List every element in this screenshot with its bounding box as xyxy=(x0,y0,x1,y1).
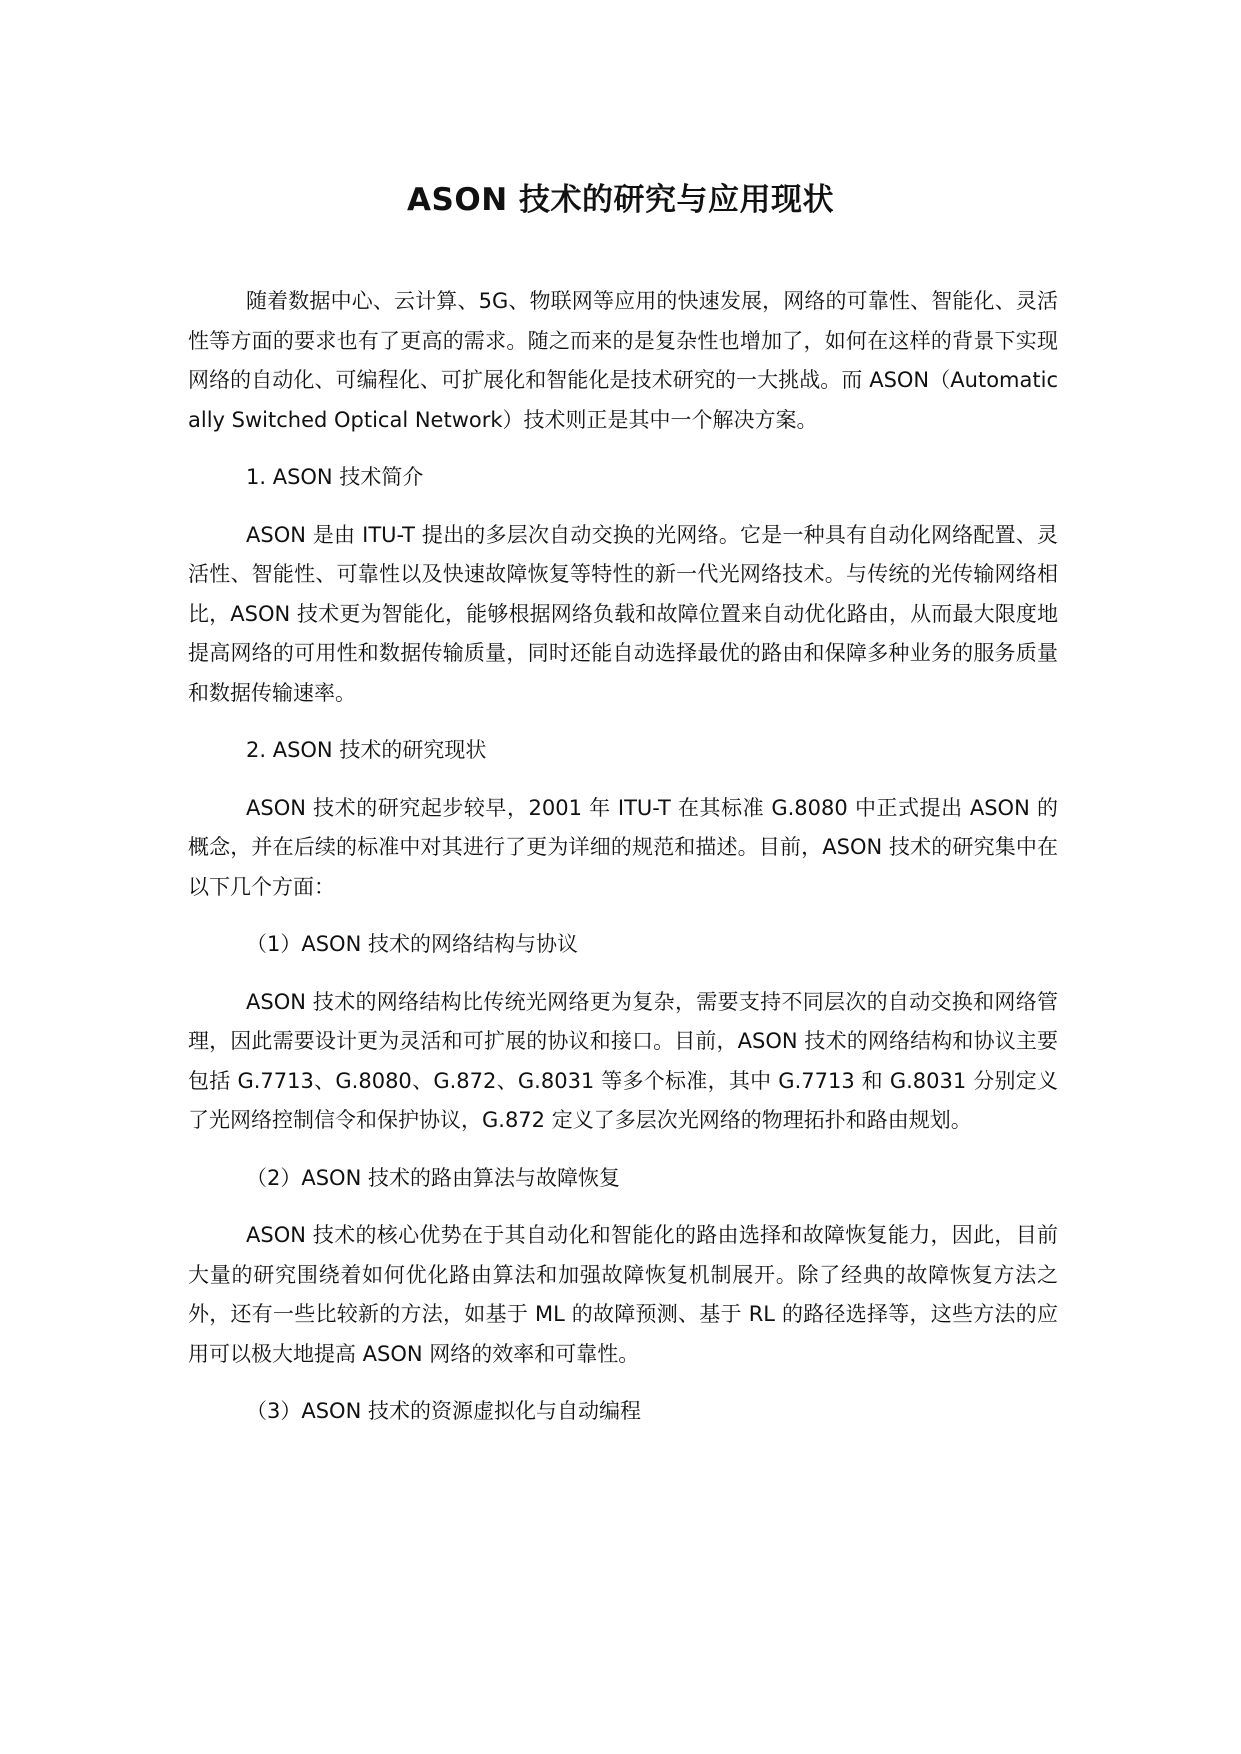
section-2-paragraph: ASON 技术的研究起步较早，2001 年 ITU-T 在其标准 G.8080 中正式提出 ASON 的概念，并在后续的标准中对其进行了更为详细的规范和描述。目前，ASON 技术的研究集中在以下几个方面： xyxy=(188,795,1058,899)
subsection-heading-routing-recovery: （2）ASON 技术的路由算法与故障恢复 xyxy=(246,1165,620,1190)
section-heading-research-status: 2. ASON 技术的研究现状 xyxy=(246,738,487,762)
subsection-heading-network-structure: （1）ASON 技术的网络结构与协议 xyxy=(246,932,578,956)
subsection-2-paragraph: ASON 技术的核心优势在于其自动化和智能化的路由选择和故障恢复能力，因此，目前大量的研究围绕着如何优化路由算法和加强故障恢复机制展开。除了经典的故障恢复方法之外，还有一些比较新的方法，如基于 ML 的故障预测、基于 RL 的路径选择等，这些方法的应用可以极大地提高 ASON 网络的效率和可靠性。 xyxy=(188,1223,1058,1366)
subsection-1-paragraph: ASON 技术的网络结构比传统光网络更为复杂，需要支持不同层次的自动交换和网络管理，因此需要设计更为灵活和可扩展的协议和接口。目前，ASON 技术的网络结构和协议主要包括 G.7713、G.8080、G.872、G.8031 等多个标准，其中 G.7713 和 G.8031 分别定义了光网络控制信令和保护协议，G.872 定义了多层次光网络的物理拓扑和路由规划。 xyxy=(188,989,1058,1132)
intro-paragraph: 随着数据中心、云计算、5G、物联网等应用的快速发展，网络的可靠性、智能化、灵活性等方面的要求也有了更高的需求。随之而来的是复杂性也增加了，如何在这样的背景下实现网络的自动化、可编程化、可扩展化和智能化是技术研究的一大挑战。而 ASON（Automatically Switched Optical Network）技术则正是其中一个解决方案。 xyxy=(188,289,1058,432)
subsection-heading-resource-virtualization: （3）ASON 技术的资源虚拟化与自动编程 xyxy=(246,1399,641,1423)
document-body xyxy=(188,282,1058,1450)
document-title: ASON 技术的研究与应用现状 xyxy=(407,182,834,218)
section-heading-intro: 1. ASON 技术简介 xyxy=(246,465,424,489)
section-1-paragraph: ASON 是由 ITU-T 提出的多层次自动交换的光网络。它是一种具有自动化网络配置、灵活性、智能性、可靠性以及快速故障恢复等特性的新一代光网络技术。与传统的光传输网络相比，ASON 技术更为智能化，能够根据网络负载和故障位置来自动优化路由，从而最大限度地提高网络的可用性和数据传输质量，同时还能自动选择最优的路由和保障多种业务的服务质量和数据传输速率。 xyxy=(188,522,1058,705)
